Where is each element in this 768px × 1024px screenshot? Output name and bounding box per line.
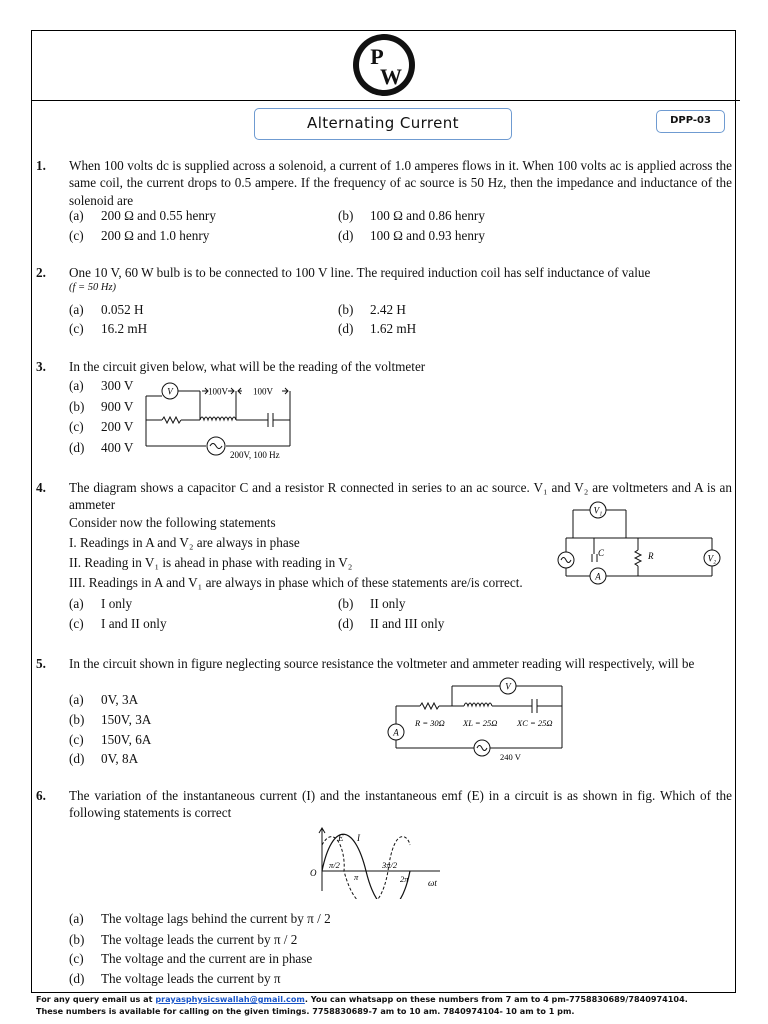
option-d[interactable]: (d) 1.62 mH bbox=[338, 321, 417, 336]
voltmeter-label: V bbox=[167, 386, 173, 397]
option-a[interactable]: (a) 0.052 H bbox=[69, 302, 144, 317]
question-text: In the circuit given below, what will be the reading of the voltmeter bbox=[69, 359, 426, 374]
header-divider bbox=[31, 100, 740, 101]
statement-3: III. Readings in A and V₁ are always in phase which of these statements are/is correct. bbox=[69, 575, 523, 590]
option-d[interactable]: (d) 400 V bbox=[69, 440, 134, 455]
circuit-figure-q3 bbox=[138, 380, 298, 462]
statement-2: II. Reading in V₁ is ahead in phase with reading in V₂ bbox=[69, 555, 353, 570]
tick-2pi: 2π bbox=[400, 874, 409, 884]
option-a[interactable]: (a) 200 Ω and 0.55 henry bbox=[69, 208, 216, 223]
option-a[interactable]: (a) 300 V bbox=[69, 378, 134, 393]
question-number: 4. bbox=[36, 480, 46, 495]
option-b[interactable]: (b) The voltage leads the current by π / 2 bbox=[69, 932, 298, 947]
statement-intro: Consider now the following statements bbox=[69, 515, 276, 530]
footer-line-2: These numbers is available for calling on the given timings. 7758830689-7 am to 10 am. 7840974104- 10 am to 1 pm. bbox=[36, 1005, 575, 1016]
current-label: I bbox=[357, 833, 360, 843]
emf-label: E bbox=[338, 833, 344, 843]
email-link[interactable]: prayasphysicswallah@gmail.com bbox=[155, 994, 305, 1004]
footer-line-1: For any query email us at prayasphysicswallah@gmail.com. You can whatsapp on these numbers from 7 am to 4 pm-7758830689/7840974104. bbox=[36, 994, 688, 1004]
page-title: Alternating Current bbox=[254, 108, 512, 140]
capacitor-drop-label: 100V bbox=[253, 386, 273, 397]
option-a[interactable]: (a) I only bbox=[69, 596, 133, 611]
pw-logo-icon bbox=[352, 33, 416, 97]
tick-3pi-over-2: 3π/2 bbox=[382, 860, 398, 870]
question-1 bbox=[36, 157, 732, 209]
option-a[interactable]: (a) 0V, 3A bbox=[69, 692, 139, 707]
source-label: 200V, 100 Hz bbox=[230, 450, 280, 460]
question-number: 6. bbox=[36, 788, 46, 803]
ammeter-label: A bbox=[393, 727, 399, 738]
option-a[interactable]: (a) The voltage lags behind the current by π / 2 bbox=[69, 911, 331, 926]
option-c[interactable]: (c) 16.2 mH bbox=[69, 321, 148, 336]
dpp-code-badge: DPP-03 bbox=[656, 110, 725, 133]
option-c[interactable]: (c) 200 Ω and 1.0 henry bbox=[69, 228, 210, 243]
question-2 bbox=[36, 264, 732, 295]
circuit-figure-q5 bbox=[386, 674, 566, 764]
option-b[interactable]: (b) 150V, 3A bbox=[69, 712, 152, 727]
resistor-label: R bbox=[648, 551, 654, 561]
svg-text:W: W bbox=[380, 64, 402, 89]
option-d[interactable]: (d) 0V, 8A bbox=[69, 751, 139, 766]
option-c[interactable]: (c) I and II only bbox=[69, 616, 167, 631]
option-c[interactable]: (c) 200 V bbox=[69, 419, 134, 434]
resistance-label: R = 30Ω bbox=[415, 718, 445, 728]
inductor-drop-label: 100V bbox=[208, 386, 228, 397]
question-number: 5. bbox=[36, 656, 46, 671]
option-d[interactable]: (d) II and III only bbox=[338, 616, 445, 631]
question-number: 3. bbox=[36, 359, 46, 374]
capacitor-label: C bbox=[598, 548, 605, 558]
option-d[interactable]: (d) 100 Ω and 0.93 henry bbox=[338, 228, 485, 243]
option-c[interactable]: (c) The voltage and the current are in phase bbox=[69, 951, 313, 966]
source-voltage-label: 240 V bbox=[500, 752, 521, 762]
question-text: In the circuit shown in figure neglecting source resistance the voltmeter and ammeter reading will respectively, will be bbox=[69, 656, 695, 671]
tick-pi-over-2: π/2 bbox=[329, 860, 340, 870]
option-b[interactable]: (b) 100 Ω and 0.86 henry bbox=[338, 208, 485, 223]
statement-1: I. Readings in A and V₂ are always in phase bbox=[69, 535, 300, 550]
circuit-figure-q4 bbox=[552, 498, 728, 588]
axis-label: ωt bbox=[428, 878, 437, 888]
waveform-graph-q6 bbox=[304, 825, 452, 899]
question-subtext: (f = 50 Hz) bbox=[69, 282, 117, 294]
inductive-reactance-label: XL = 25Ω bbox=[463, 718, 498, 728]
question-5 bbox=[36, 655, 732, 672]
question-6 bbox=[36, 787, 732, 822]
v2-label: V₂ bbox=[707, 553, 717, 564]
question-text: The variation of the instantaneous current (I) and the instantaneous emf (E) in a circuit is as shown in fig. Which of the following statements is correct bbox=[69, 788, 732, 821]
svg-text:P: P bbox=[370, 44, 384, 69]
ammeter-label: A bbox=[595, 571, 601, 582]
capacitive-reactance-label: XC = 25Ω bbox=[517, 718, 553, 728]
question-text: The diagram shows a capacitor C and a resistor R connected in series to an ac source. V₁ and V₂ are voltmeters and A is an ammeter bbox=[69, 480, 732, 513]
option-b[interactable]: (b) 2.42 H bbox=[338, 302, 406, 317]
question-3 bbox=[36, 358, 732, 375]
origin-label: O bbox=[310, 868, 317, 878]
question-number: 2. bbox=[36, 265, 46, 280]
voltmeter-label: V bbox=[505, 681, 511, 692]
question-text: One 10 V, 60 W bulb is to be connected to 100 V line. The required induction coil has self inductance of value bbox=[69, 265, 651, 280]
v1-label: V₁ bbox=[593, 505, 603, 516]
footer-contact bbox=[36, 994, 736, 1017]
option-b[interactable]: (b) 900 V bbox=[69, 399, 134, 414]
question-text: When 100 volts dc is supplied across a solenoid, a current of 1.0 amperes flows in it. When 100 volts ac is applied across the same coil, the current drops to 0.5 ampere. If the frequency of ac source is 50 Hz, then the impedance and inductance of the solenoid are bbox=[69, 158, 732, 208]
option-b[interactable]: (b) II only bbox=[338, 596, 406, 611]
question-number: 1. bbox=[36, 158, 46, 173]
tick-pi: π bbox=[354, 872, 359, 882]
option-c[interactable]: (c) 150V, 6A bbox=[69, 732, 152, 747]
option-d[interactable]: (d) The voltage leads the current by π bbox=[69, 971, 281, 986]
